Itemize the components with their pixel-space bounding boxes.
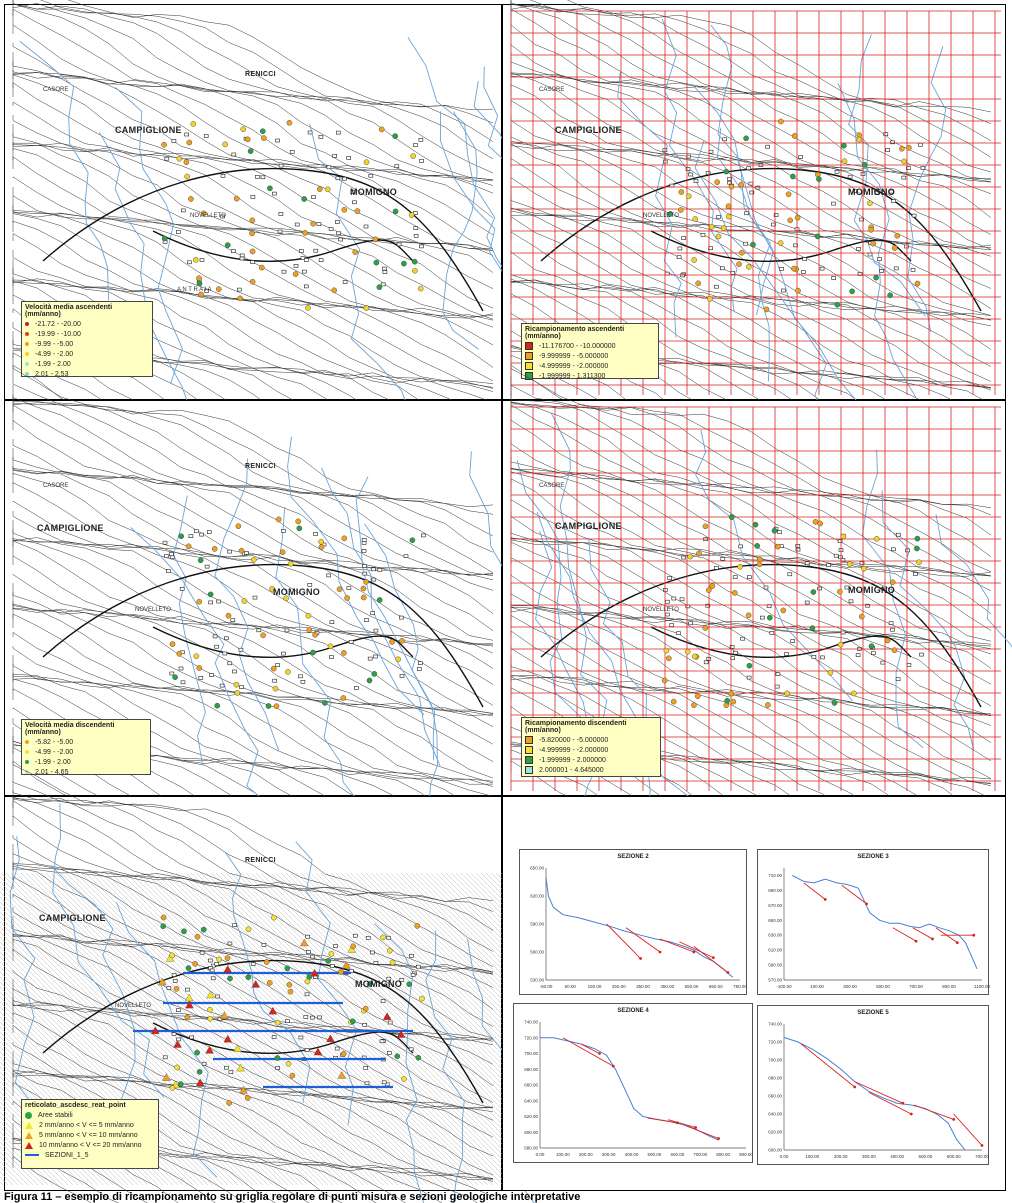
y-tick-label: 700.00 [524, 1051, 538, 1056]
legend-title: Ricampionamento ascendenti (mm/anno) [525, 326, 655, 340]
label-casore: CASORE [539, 483, 564, 489]
legend-label: 2 mm/anno < V <= 5 mm/anno [39, 1122, 134, 1129]
displacement-vector [581, 1044, 599, 1053]
legend-swatch [25, 760, 29, 764]
displacement-point [853, 1086, 856, 1089]
displacement-point [659, 951, 662, 954]
displacement-vector [869, 1092, 911, 1114]
x-tick-label: 600.00 [947, 1154, 961, 1159]
displacement-vector [563, 1038, 613, 1066]
y-tick-label: 650.00 [530, 866, 544, 871]
legend-title: Velocità media discendenti (mm/anno) [25, 722, 147, 736]
legend-swatch [25, 750, 29, 754]
legend-label: SEZIONI_1_5 [45, 1152, 89, 1159]
label-campiglione: CAMPIGLIONE [115, 125, 182, 135]
y-tick-label: 560.00 [530, 950, 544, 955]
label-momigno: MOMIGNO [848, 585, 895, 595]
legend-swatch [25, 1154, 39, 1156]
chart-sezione-4 [513, 1003, 753, 1163]
legend-label: 2.01 - 2.53 [35, 371, 68, 378]
legend-swatch [25, 1132, 33, 1139]
label-momigno: MOMIGNO [355, 979, 402, 989]
x-tick-label: 700.00 [909, 984, 923, 989]
legend-swatch [25, 1112, 32, 1119]
panel-sections-charts [502, 796, 1006, 1191]
chart-sezione-5 [757, 1005, 989, 1165]
y-tick-label: 740.00 [768, 1022, 782, 1027]
displacement-vector [607, 924, 641, 959]
y-tick-label: 600.00 [768, 1148, 782, 1153]
displacement-vector [913, 928, 933, 939]
legend-swatch [25, 322, 29, 326]
displacement-point [726, 971, 729, 974]
y-tick-label: 720.00 [524, 1035, 538, 1040]
legend-swatch [525, 746, 533, 754]
x-tick-label: 100.00 [805, 1154, 819, 1159]
terrain-profile-line [784, 1038, 965, 1151]
legend-label: -1.99 - 2.00 [35, 361, 71, 368]
y-tick-label: 530.00 [530, 978, 544, 983]
displacement-point [901, 1102, 904, 1105]
label-renicci: RENICCI [245, 463, 276, 470]
legend-title: Ricampionamento discendenti (mm/anno) [525, 720, 657, 734]
panel-desc-resample [502, 400, 1006, 796]
x-tick-label: 100.00 [556, 1152, 570, 1157]
y-tick-label: 630.00 [768, 933, 782, 938]
x-tick-label: 650.00 [709, 984, 723, 989]
y-tick-label: 600.00 [524, 1130, 538, 1135]
legend-asc-resample [521, 323, 659, 379]
figure-grid [4, 4, 1006, 1191]
x-tick-label: 300.00 [862, 1154, 876, 1159]
y-tick-label: 660.00 [768, 1094, 782, 1099]
displacement-vector [914, 1105, 954, 1119]
legend-label: -1.999999 - 1.311300 [539, 373, 605, 380]
x-tick-label: 500.00 [876, 984, 890, 989]
legend-label: -11.176700 - -10.000000 [539, 343, 616, 350]
legend-swatch [25, 342, 29, 346]
y-tick-label: 620.00 [530, 894, 544, 899]
x-tick-label: -100.00 [776, 984, 792, 989]
legend-swatch [525, 766, 533, 774]
y-tick-label: 720.00 [768, 1040, 782, 1045]
terrain-profile-line [546, 877, 733, 977]
legend-grid [21, 1099, 159, 1169]
label-campiglione: CAMPIGLIONE [555, 125, 622, 135]
displacement-point [717, 1137, 720, 1140]
x-tick-label: 1100.00 [974, 984, 990, 989]
label-renicci: RENICCI [245, 71, 276, 78]
legend-label: -21.72 - -20.00 [35, 321, 81, 328]
legend-label: -4.999999 - -2.000000 [539, 747, 608, 754]
x-tick-label: 600.00 [670, 1152, 684, 1157]
legend-label: -4.99 - -2.00 [35, 351, 73, 358]
label-campiglione: CAMPIGLIONE [39, 913, 106, 923]
legend-swatch [525, 342, 533, 350]
label-momigno: MOMIGNO [350, 187, 397, 197]
displacement-point [956, 941, 959, 944]
x-tick-label: 50.00 [565, 984, 577, 989]
displacement-point [712, 956, 715, 959]
label-renicci: RENICCI [245, 857, 276, 864]
legend-label: -4.99 - -2.00 [35, 749, 73, 756]
y-tick-label: 700.00 [768, 1058, 782, 1063]
legend-swatch [25, 352, 29, 356]
legend-label: 10 mm/anno < V <= 20 mm/anno [39, 1142, 142, 1149]
displacement-vector [855, 1082, 903, 1104]
legend-asc-mean [21, 301, 153, 377]
legend-swatch [525, 756, 533, 764]
chart-title: SEZIONE 5 [758, 1010, 988, 1016]
panel-grid-sections [4, 796, 502, 1191]
displacement-point [598, 1052, 601, 1055]
displacement-point [915, 940, 918, 943]
legend-desc-resample [521, 717, 661, 777]
terrain-profile-line [540, 1038, 719, 1140]
displacement-point [694, 1126, 697, 1129]
displacement-vector [668, 1120, 695, 1128]
y-tick-label: 710.00 [768, 873, 782, 878]
label-novelletto: NOVELLETO [115, 1003, 151, 1009]
legend-swatch [25, 332, 29, 336]
displacement-vector [694, 946, 728, 972]
displacement-vector [679, 942, 713, 958]
y-tick-label: 680.00 [524, 1067, 538, 1072]
label-casore: CASORE [539, 87, 564, 93]
legend-swatch [525, 736, 533, 744]
legend-swatch [25, 362, 29, 366]
x-tick-label: 900.00 [942, 984, 956, 989]
legend-desc-mean [21, 719, 151, 775]
label-casore: CASORE [43, 483, 68, 489]
displacement-point [693, 951, 696, 954]
label-momigno: MOMIGNO [273, 587, 320, 597]
displacement-point [981, 1144, 984, 1147]
displacement-vector [660, 939, 694, 952]
label-momigno: MOMIGNO [848, 187, 895, 197]
legend-label: -5.820000 - -5.000000 [539, 737, 608, 744]
x-tick-label: 300.00 [602, 1152, 616, 1157]
label-casore: CASORE [43, 87, 68, 93]
chart-title: SEZIONE 4 [514, 1008, 752, 1014]
legend-swatch [525, 372, 533, 380]
displacement-vector [804, 883, 825, 899]
x-tick-label: 700.00 [975, 1154, 989, 1159]
label-campiglione: CAMPIGLIONE [555, 521, 622, 531]
displacement-vector [893, 928, 916, 941]
y-tick-label: 660.00 [524, 1083, 538, 1088]
x-tick-label: 300.00 [843, 984, 857, 989]
x-tick-label: 250.00 [612, 984, 626, 989]
x-tick-label: 800.00 [716, 1152, 730, 1157]
label-novelletto: NOVELLETO [135, 607, 171, 613]
displacement-point [865, 902, 868, 905]
y-tick-label: 610.00 [768, 948, 782, 953]
displacement-point [612, 1065, 615, 1068]
legend-swatch [25, 1142, 33, 1149]
chart-sezione-2 [519, 849, 747, 995]
chart-title: SEZIONE 2 [520, 854, 746, 860]
legend-swatch [25, 1122, 33, 1129]
legend-swatch [525, 362, 533, 370]
label-novelletto: NOVELLETO [643, 607, 679, 613]
x-tick-label: 400.00 [625, 1152, 639, 1157]
legend-label: -1.999999 - 2.000000 [539, 757, 606, 764]
chart-title: SEZIONE 3 [758, 854, 988, 860]
displacement-point [910, 1113, 913, 1116]
displacement-point [952, 1118, 955, 1121]
legend-swatch [525, 352, 533, 360]
label-novelletto: NOVELLETO [643, 213, 679, 219]
y-tick-label: 620.00 [524, 1114, 538, 1119]
legend-label: 2.000001 - 4.645000 [539, 767, 604, 774]
displacement-vector [842, 885, 867, 904]
y-tick-label: 740.00 [524, 1020, 538, 1025]
legend-label: -19.99 - -10.00 [35, 331, 81, 338]
y-tick-label: 690.00 [768, 888, 782, 893]
x-tick-label: 350.00 [636, 984, 650, 989]
displacement-vector [801, 1044, 855, 1087]
y-tick-label: 650.00 [768, 918, 782, 923]
x-tick-label: 150.00 [588, 984, 602, 989]
displacement-point [639, 957, 642, 960]
legend-label: -9.999999 - -5.000000 [539, 353, 608, 360]
legend-swatch [25, 372, 29, 376]
legend-label: -4.999999 - -2.000000 [539, 363, 608, 370]
displacement-vector [648, 1118, 678, 1123]
x-tick-label: -50.00 [540, 984, 553, 989]
displacement-point [972, 934, 975, 937]
label-campiglione: CAMPIGLIONE [37, 523, 104, 533]
y-tick-label: 570.00 [768, 978, 782, 983]
x-tick-label: 0.00 [780, 1154, 789, 1159]
x-tick-label: 200.00 [834, 1154, 848, 1159]
x-tick-label: 400.00 [890, 1154, 904, 1159]
y-tick-label: 620.00 [768, 1130, 782, 1135]
x-tick-label: 500.00 [648, 1152, 662, 1157]
x-tick-label: 750.00 [733, 984, 747, 989]
y-tick-label: 590.00 [530, 922, 544, 927]
legend-label: -1.99 - 2.00 [35, 759, 71, 766]
x-tick-label: 700.00 [693, 1152, 707, 1157]
legend-label: -9.99 - -5.00 [35, 341, 73, 348]
x-tick-label: 450.00 [660, 984, 674, 989]
x-tick-label: 500.00 [919, 1154, 933, 1159]
x-tick-label: 0.00 [536, 1152, 545, 1157]
legend-label: -5.82 - -5.00 [35, 739, 73, 746]
y-tick-label: 680.00 [768, 1076, 782, 1081]
y-tick-label: 670.00 [768, 903, 782, 908]
legend-title: Velocità media ascendenti (mm/anno) [25, 304, 149, 318]
chart-sezione-3 [757, 849, 989, 995]
legend-label: 5 mm/anno < V <= 10 mm/anno [39, 1132, 138, 1139]
x-tick-label: 200.00 [579, 1152, 593, 1157]
label-novelletto: NOVELLETO [190, 213, 226, 219]
panel-asc-resample [502, 4, 1006, 400]
x-tick-label: 100.00 [810, 984, 824, 989]
displacement-vector [686, 1126, 718, 1139]
legend-label: 2.01 - 4.65 [35, 769, 68, 776]
displacement-point [824, 898, 827, 901]
y-tick-label: 640.00 [768, 1112, 782, 1117]
legend-title: reticolato_ascdesc_reat_point [25, 1102, 155, 1109]
terrain-profile-line [792, 876, 977, 969]
x-tick-label: 900.00 [739, 1152, 753, 1157]
y-tick-label: 580.00 [524, 1146, 538, 1151]
x-tick-label: 550.00 [685, 984, 699, 989]
legend-label: Aree stabili [38, 1112, 73, 1119]
label-antraia: A N T R A I A [177, 287, 211, 293]
figure-caption: Figura 11 – esempio di ricampionamento su griglia regolare di punti misura e sezioni geologiche interpretative [4, 1191, 580, 1203]
y-tick-label: 640.00 [524, 1098, 538, 1103]
displacement-point [931, 938, 934, 941]
panel-asc-mean [4, 4, 502, 400]
y-tick-label: 590.00 [768, 963, 782, 968]
legend-swatch [25, 740, 29, 744]
panel-desc-mean [4, 400, 502, 796]
